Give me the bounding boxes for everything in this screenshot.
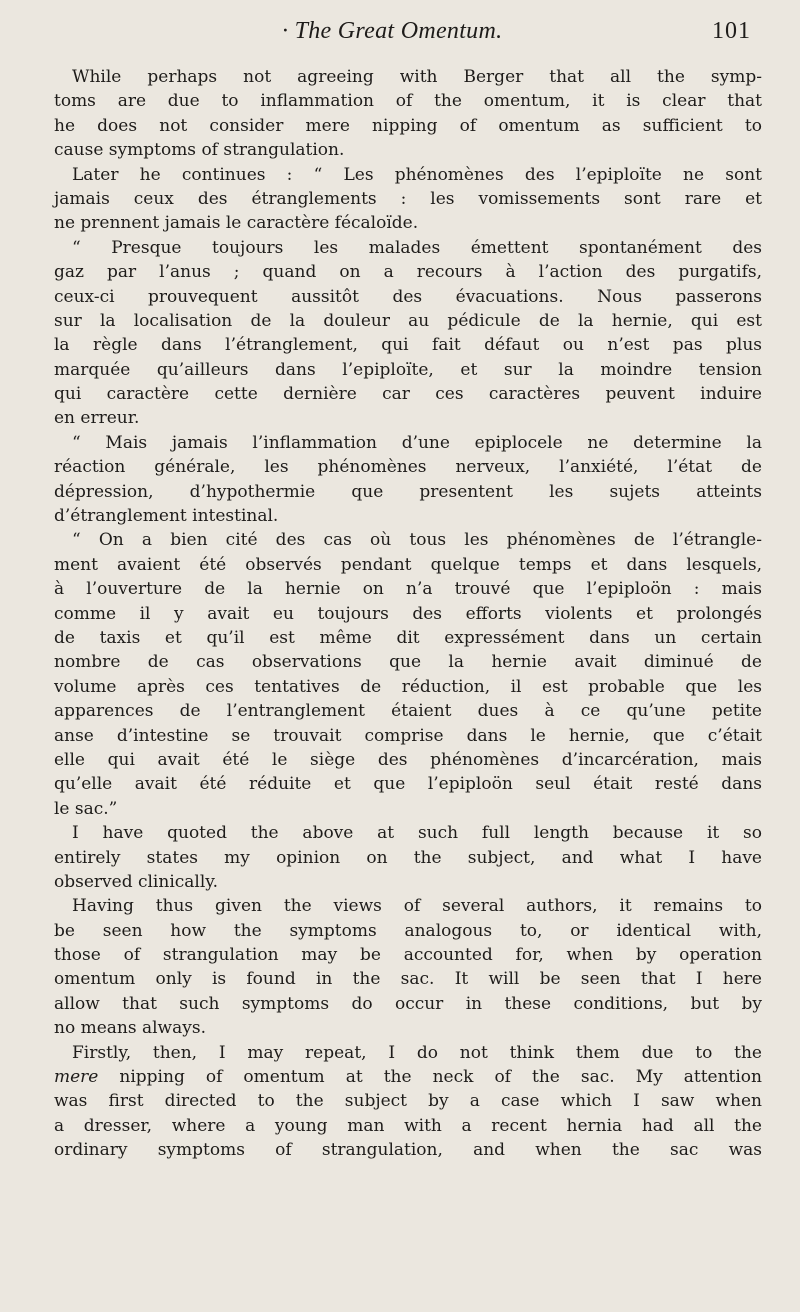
text-line: nombre de cas observations que la hernie avait diminué de	[54, 652, 762, 673]
text-line: Later he continues : “ Les phénomènes des l’epiploïte ne sont	[72, 164, 762, 185]
text-line: toms are due to inflammation of the omentum, it is clear that	[54, 91, 762, 112]
text-line: be seen how the symptoms analogous to, or identical with,	[54, 920, 762, 941]
text-line: no means always.	[54, 1018, 206, 1039]
text-line: ment avaient été observés pendant quelque temps et dans lesquels,	[54, 554, 762, 575]
text-line: those of strangulation may be accounted for, when by operation	[54, 945, 762, 966]
text-line: While perhaps not agreeing with Berger that all the symp-	[72, 67, 762, 87]
running-head	[0, 18, 800, 52]
text-line: le sac.”	[54, 798, 118, 819]
page-number: 101	[712, 18, 751, 44]
text-line: volume après ces tentatives de réduction, il est probable que les	[54, 676, 762, 697]
text-line: marquée qu’ailleurs dans l’epiploïte, et sur la moindre tension	[54, 359, 762, 380]
text-line: sur la localisation de la douleur au pédicule de la hernie, qui est	[54, 310, 762, 331]
text-line: “ On a bien cité des cas où tous les phénomènes de l’étrangle-	[72, 530, 762, 551]
text-line: Firstly, then, I may repeat, I do not think them due to the	[72, 1042, 762, 1063]
text-line: apparences de l’entranglement étaient dues à ce qu’une petite	[54, 701, 762, 722]
text-line: I have quoted the above at such full length because it so	[72, 823, 762, 844]
text-line: mere nipping of omentum at the neck of the sac. My attention	[54, 1067, 762, 1088]
text-line: jamais ceux des étranglements : les vomissements sont rare et	[54, 188, 762, 209]
text-line: la règle dans l’étranglement, qui fait défaut ou n’est pas plus	[54, 335, 762, 356]
text-line: “ Presque toujours les malades émettent spontanément des	[72, 237, 762, 258]
text-line: de taxis et qu’il est même dit expressément dans un certain	[54, 627, 762, 648]
text-line: elle qui avait été le siège des phénomènes d’incarcération, mais	[54, 749, 762, 770]
text-line: a dresser, where a young man with a recent hernia had all the	[54, 1115, 762, 1136]
text-line: ceux-ci prouvequent aussitôt des évacuations. Nous passerons	[54, 286, 762, 307]
text-line: Having thus given the views of several authors, it remains to	[72, 896, 762, 917]
text-line: en erreur.	[54, 408, 140, 429]
text-line: ne prennent jamais le caractère fécaloïde.	[54, 213, 419, 234]
text-line: d’étranglement intestinal.	[54, 506, 279, 527]
text-line: observed clinically.	[54, 871, 219, 892]
emphasis: mere	[54, 1067, 99, 1088]
text-line: cause symptoms of strangulation.	[54, 140, 345, 161]
text-line: qu’elle avait été réduite et que l’epiploön seul était resté dans	[54, 774, 762, 795]
text-line: omentum only is found in the sac. It will be seen that I here	[54, 969, 762, 990]
running-title: · The Great Omentum.	[282, 18, 503, 44]
text-line: réaction générale, les phénomènes nerveux, l’anxiété, l’état de	[54, 457, 762, 478]
text-line: was first directed to the subject by a case which I saw when	[54, 1091, 762, 1112]
text-line: à l’ouverture de la hernie on n’a trouvé que l’epiploön : mais	[54, 579, 762, 600]
body-text	[54, 65, 762, 1163]
text-line: entirely states my opinion on the subject, and what I have	[54, 847, 762, 868]
text-line: he does not consider mere nipping of omentum as sufficient to	[54, 115, 762, 136]
text-line: “ Mais jamais l’inflammation d’une epiplocele ne determine la	[72, 432, 762, 453]
text-line: allow that such symptoms do occur in these conditions, but by	[54, 993, 762, 1014]
text-line: comme il y avait eu toujours des efforts violents et prolongés	[54, 603, 762, 624]
text-line: qui caractère cette dernière car ces caractères peuvent induire	[54, 384, 762, 405]
text-line: anse d’intestine se trouvait comprise dans le hernie, que c’était	[54, 725, 762, 746]
text-line: ordinary symptoms of strangulation, and when the sac was	[54, 1140, 762, 1161]
text-line: dépression, d’hypothermie que presentent les sujets atteints	[54, 481, 762, 502]
text-line: gaz par l’anus ; quand on a recours à l’action des purgatifs,	[54, 262, 762, 283]
